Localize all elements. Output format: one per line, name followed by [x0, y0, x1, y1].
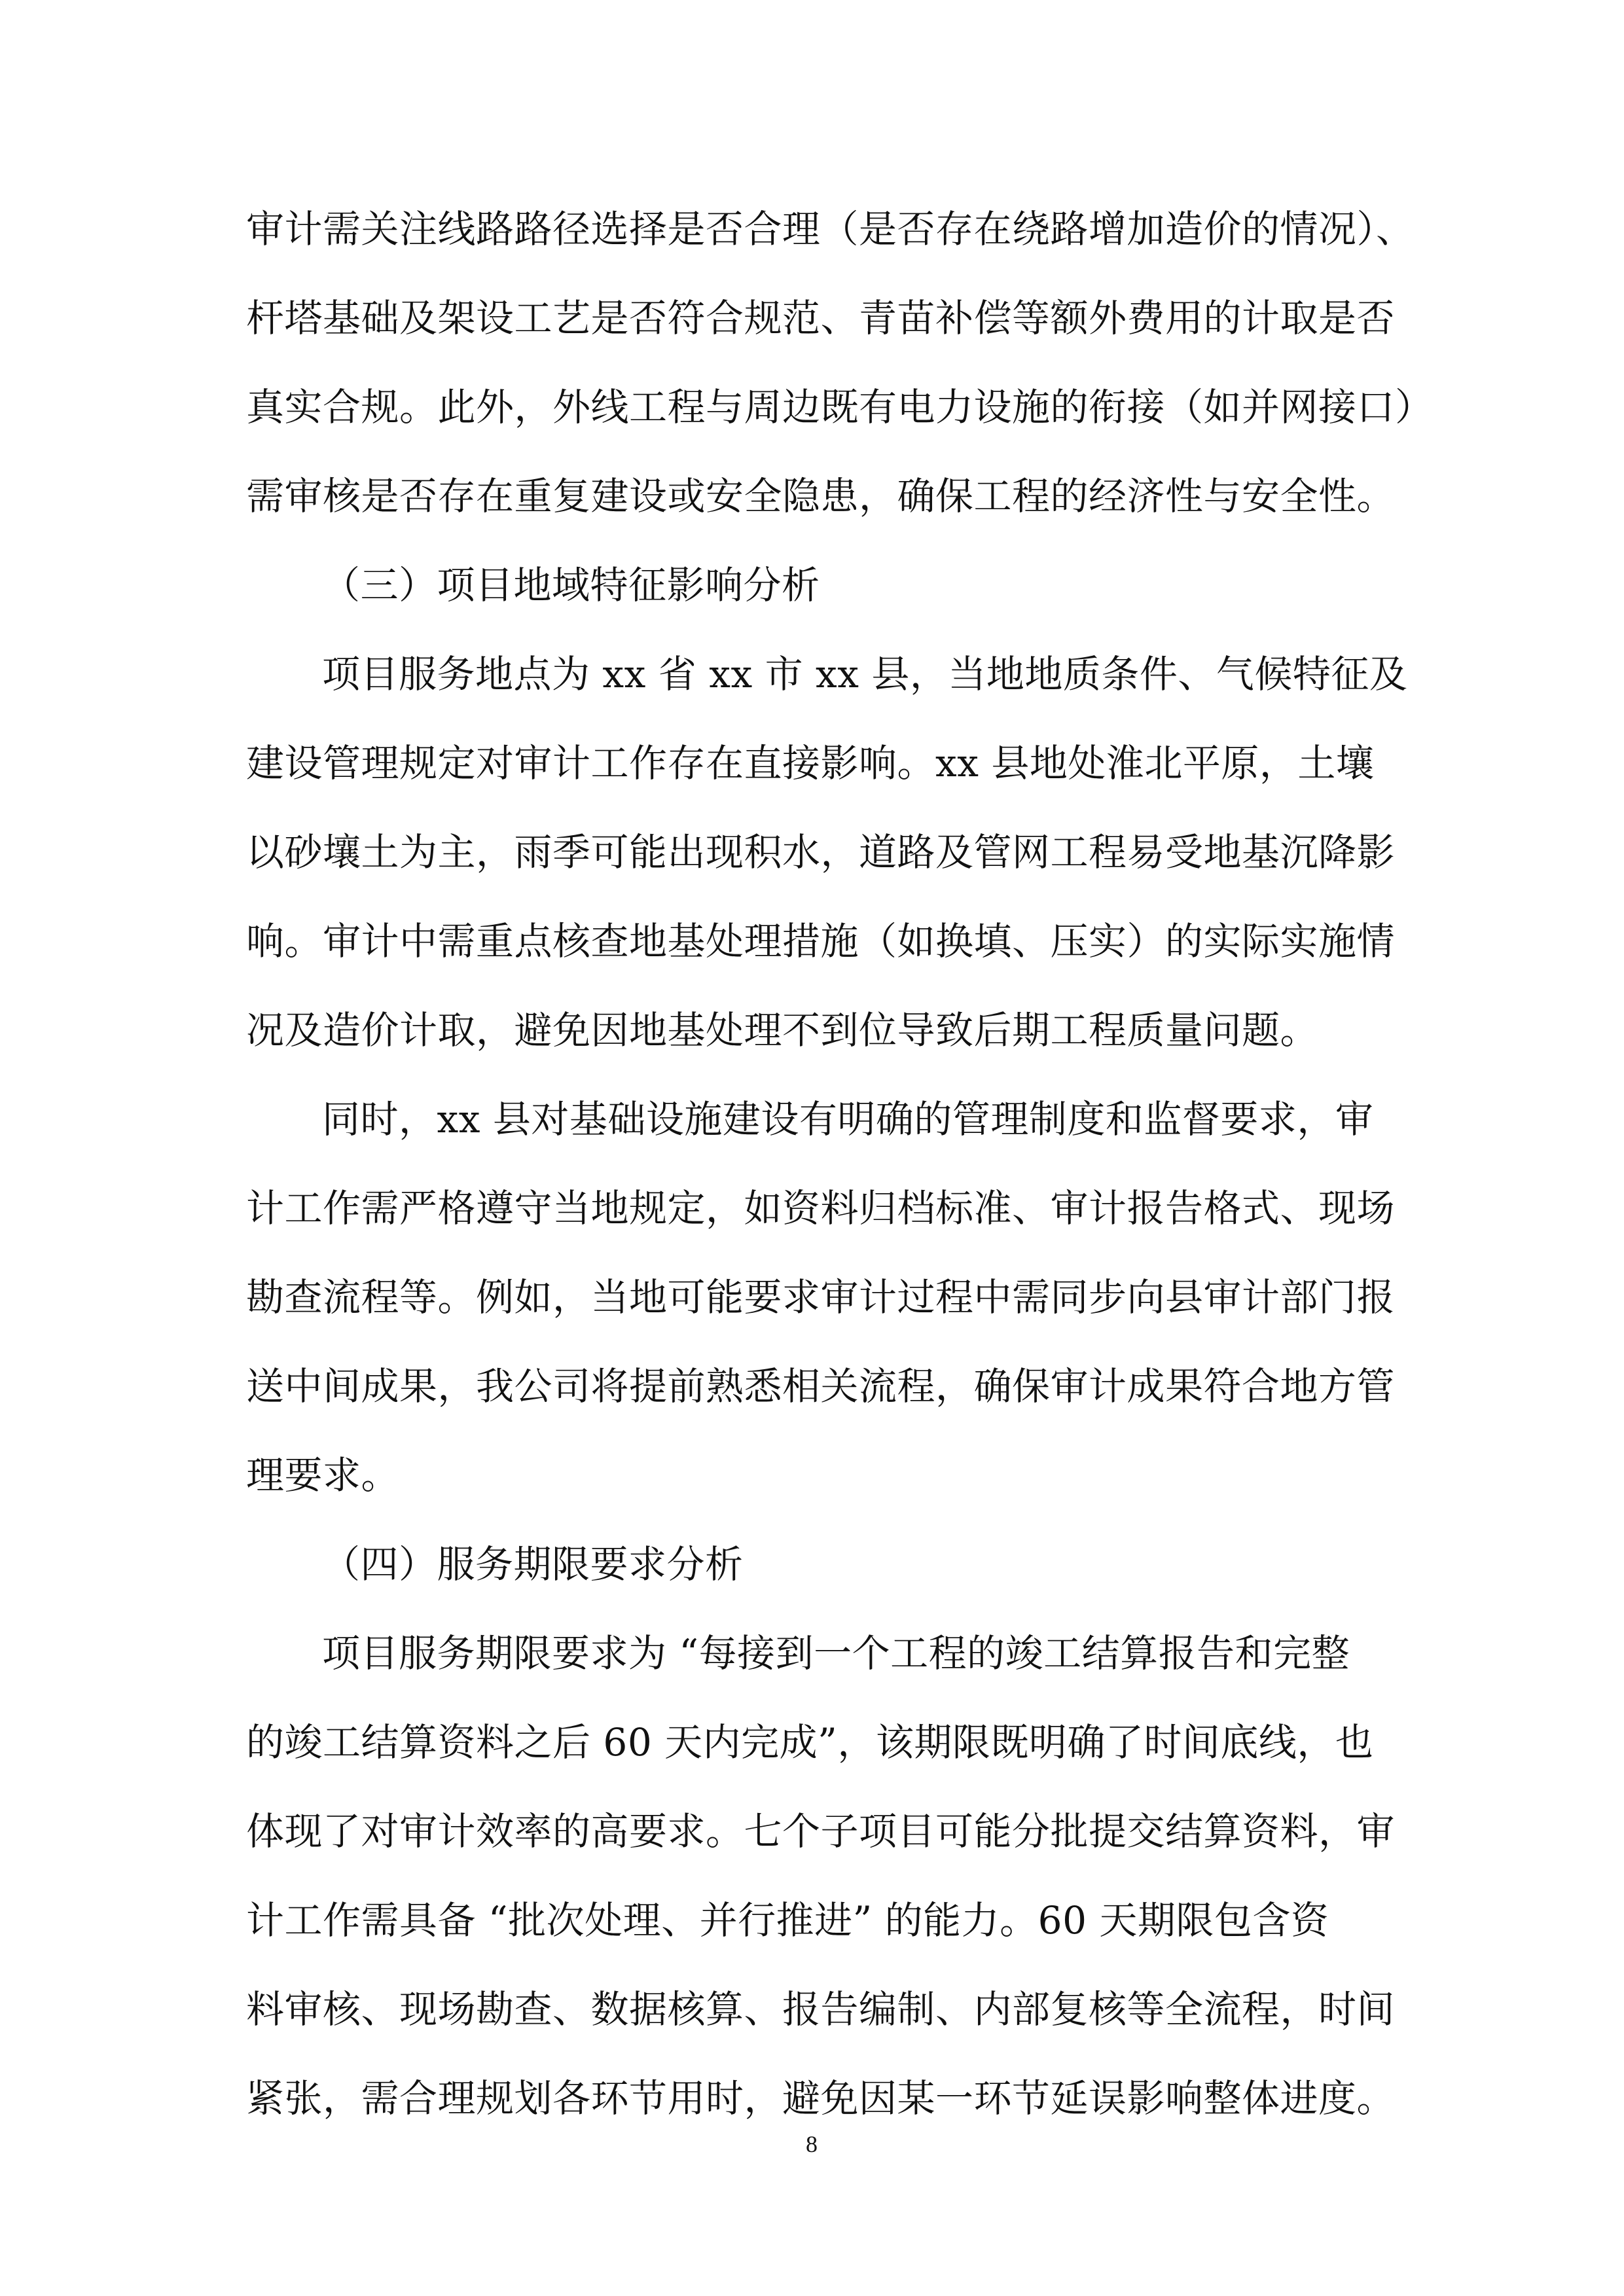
text-line: 项目服务地点为 xx 省 xx 市 xx 县，当地地质条件、气候特征及 [322, 652, 1408, 696]
text-line: 勘查流程等。例如，当地可能要求审计过程中需同步向县审计部门报 [246, 1275, 1396, 1319]
text-line: 理要求。 [246, 1453, 400, 1498]
text-line: 项目服务期限要求为 “每接到一个工程的竣工结算报告和完整 [322, 1631, 1350, 1676]
text-line: 杆塔基础及架设工艺是否符合规范、青苗补偿等额外费用的计取是否 [246, 296, 1396, 340]
body-text [246, 185, 1434, 2143]
text-line: 同时，xx 县对基础设施建设有明确的管理制度和监督要求，审 [322, 1097, 1374, 1141]
text-line: 况及造价计取，避免因地基处理不到位导致后期工程质量问题。 [246, 1008, 1319, 1052]
text-line: 建设管理规定对审计工作存在直接影响。xx 县地处淮北平原，土壤 [246, 741, 1375, 785]
section-heading: （四）服务期限要求分析 [322, 1542, 744, 1587]
text-line: 真实合规。此外，外线工程与周边既有电力设施的衔接（如并网接口） [246, 385, 1434, 429]
text-line: 计工作需严格遵守当地规定，如资料归档标准、审计报告格式、现场 [246, 1186, 1396, 1230]
page-number: 8 [806, 2131, 818, 2157]
text-line: 紧张，需合理规划各环节用时，避免因某一环节延误影响整体进度。 [246, 2076, 1396, 2121]
text-line: 料审核、现场勘查、数据核算、报告编制、内部复核等全流程，时间 [246, 1987, 1396, 2032]
section-heading: （三）项目地域特征影响分析 [322, 563, 820, 607]
text-line: 以砂壤土为主，雨季可能出现积水，道路及管网工程易受地基沉降影 [246, 830, 1396, 874]
text-line: 体现了对审计效率的高要求。七个子项目可能分批提交结算资料，审 [246, 1809, 1396, 1854]
text-line: 需审核是否存在重复建设或安全隐患，确保工程的经济性与安全性。 [246, 474, 1396, 518]
text-line: 计工作需具备 “批次处理、并行推进” 的能力。60 天期限包含资 [246, 1898, 1329, 1943]
text-line: 的竣工结算资料之后 60 天内完成”，该期限既明确了时间底线，也 [246, 1720, 1374, 1765]
text-line: 响。审计中需重点核查地基处理措施（如换填、压实）的实际实施情 [246, 919, 1396, 963]
text-line: 送中间成果，我公司将提前熟悉相关流程，确保审计成果符合地方管 [246, 1364, 1396, 1408]
text-line: 审计需关注线路路径选择是否合理（是否存在绕路增加造价的情况）、 [246, 207, 1415, 251]
